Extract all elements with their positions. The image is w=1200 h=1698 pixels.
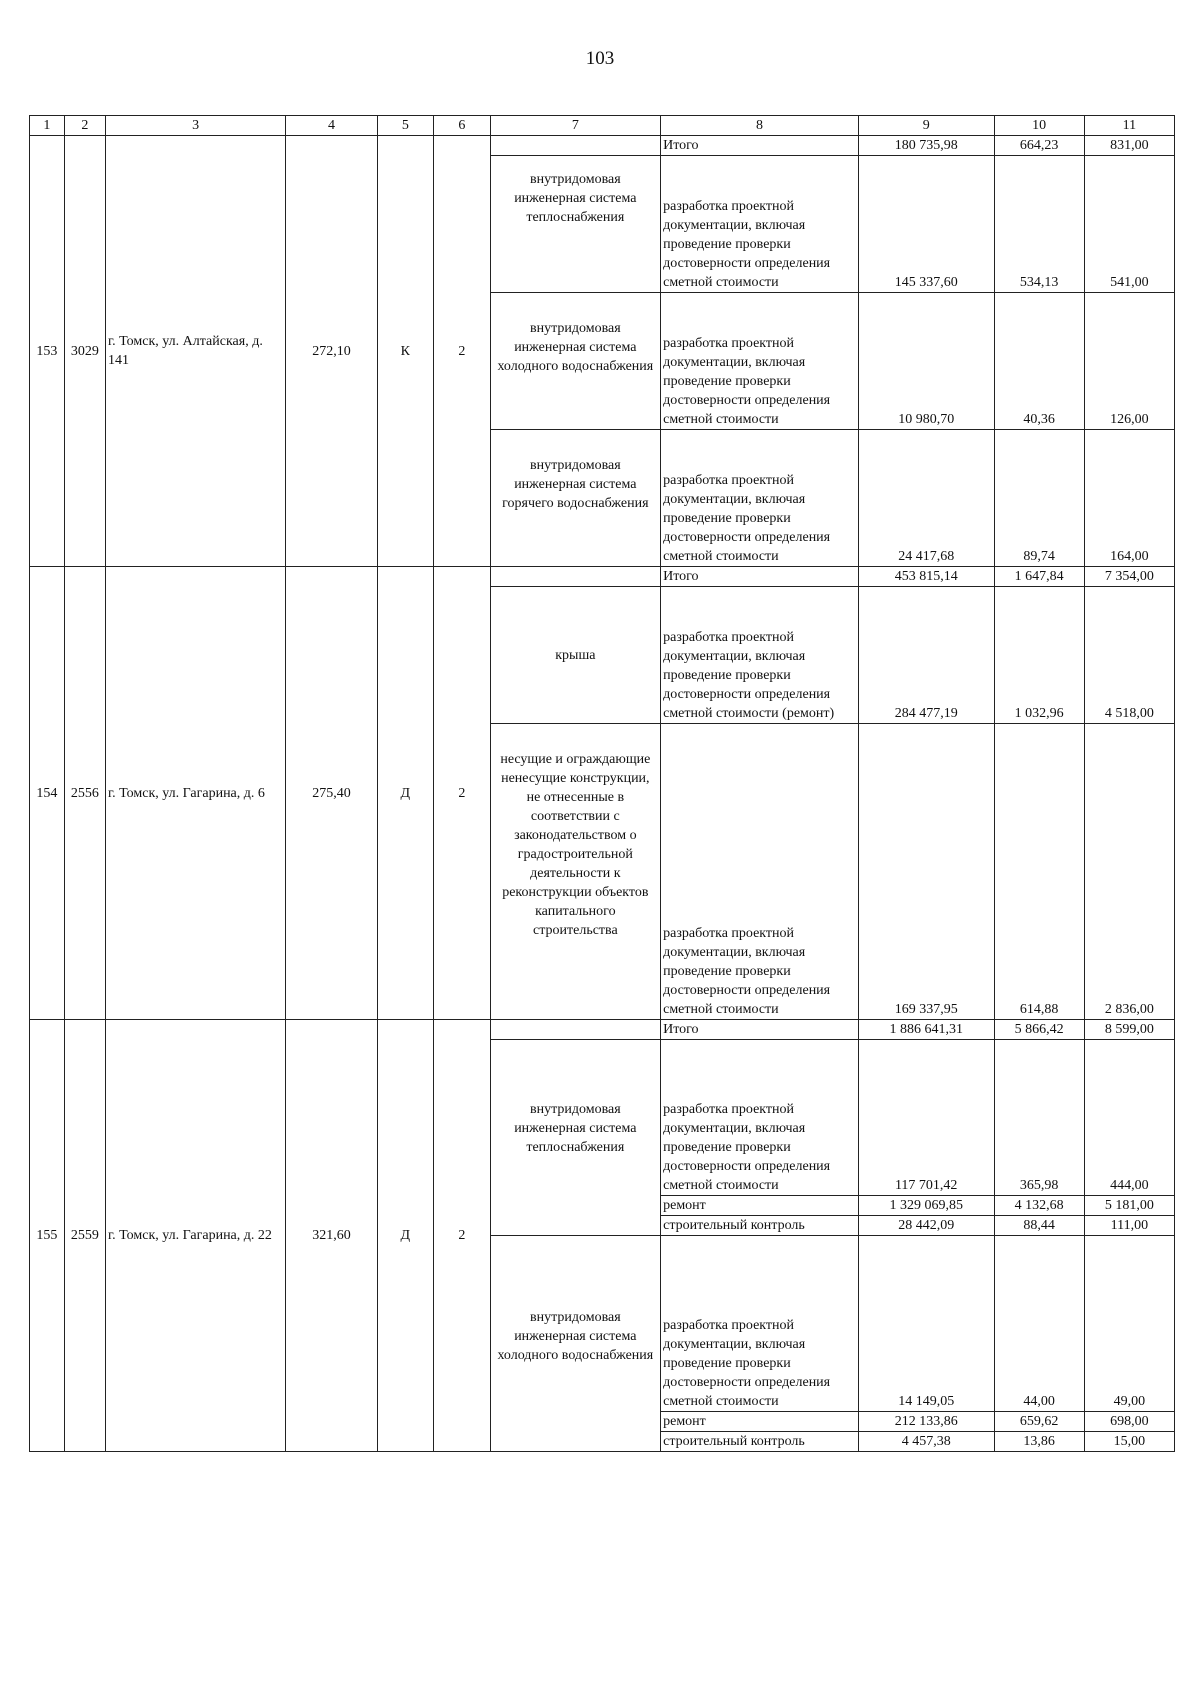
- work-limit: 5 181,00: [1084, 1196, 1174, 1216]
- total-limit: 8 599,00: [1084, 1020, 1174, 1040]
- total-cost: 180 735,98: [858, 136, 994, 156]
- work-type: разработка проектной документации, включая проведение проверки достоверности определения сметной стоимости: [661, 1236, 859, 1412]
- system-name: [490, 1020, 661, 1040]
- work-cost: 14 149,05: [858, 1236, 994, 1412]
- system-name: внутридомовая инженерная система холодного водоснабжения: [490, 1236, 661, 1452]
- work-cost: 117 701,42: [858, 1040, 994, 1196]
- work-type: ремонт: [661, 1412, 859, 1432]
- total-cost: 453 815,14: [858, 567, 994, 587]
- house-area: 275,40: [286, 567, 377, 1020]
- column-header: 3: [106, 116, 286, 136]
- work-cost-per-area: 534,13: [994, 156, 1084, 293]
- column-header: 9: [858, 116, 994, 136]
- house-area: 272,10: [286, 136, 377, 567]
- column-number-row: [30, 116, 1175, 136]
- system-name: внутридомовая инженерная система горячего водоснабжения: [490, 430, 661, 567]
- work-cost-per-area: 40,36: [994, 293, 1084, 430]
- total-cost: 1 886 641,31: [858, 1020, 994, 1040]
- work-limit: 164,00: [1084, 430, 1174, 567]
- house-category: К: [377, 136, 433, 567]
- house-floors: 2: [434, 1020, 490, 1452]
- work-limit: 541,00: [1084, 156, 1174, 293]
- house-floors: 2: [434, 136, 490, 567]
- work-type: разработка проектной документации, включая проведение проверки достоверности определения сметной стоимости: [661, 293, 859, 430]
- work-cost-per-area: 614,88: [994, 724, 1084, 1020]
- house-code: 2556: [64, 567, 105, 1020]
- total-label: Итого: [661, 1020, 859, 1040]
- work-type: разработка проектной документации, включая проведение проверки достоверности определения сметной стоимости: [661, 430, 859, 567]
- work-cost-per-area: 1 032,96: [994, 587, 1084, 724]
- row-number: 155: [30, 1020, 65, 1452]
- column-header: 11: [1084, 116, 1174, 136]
- column-header: 1: [30, 116, 65, 136]
- work-type: разработка проектной документации, включая проведение проверки достоверности определения сметной стоимости (ремонт): [661, 587, 859, 724]
- column-header: 6: [434, 116, 490, 136]
- column-header: 2: [64, 116, 105, 136]
- system-name: внутридомовая инженерная система теплоснабжения: [490, 1040, 661, 1236]
- house-address: г. Томск, ул. Гагарина, д. 6: [106, 567, 286, 1020]
- repair-register-table: [29, 115, 1175, 1452]
- column-header: 10: [994, 116, 1084, 136]
- house-total-row: [30, 567, 1175, 587]
- work-limit: 49,00: [1084, 1236, 1174, 1412]
- work-cost-per-area: 13,86: [994, 1432, 1084, 1452]
- house-total-row: [30, 136, 1175, 156]
- column-header: 4: [286, 116, 377, 136]
- work-cost: 10 980,70: [858, 293, 994, 430]
- row-number: 154: [30, 567, 65, 1020]
- column-header: 7: [490, 116, 661, 136]
- work-cost: 212 133,86: [858, 1412, 994, 1432]
- total-label: Итого: [661, 136, 859, 156]
- work-cost-per-area: 44,00: [994, 1236, 1084, 1412]
- work-limit: 15,00: [1084, 1432, 1174, 1452]
- work-limit: 2 836,00: [1084, 724, 1174, 1020]
- house-code: 2559: [64, 1020, 105, 1452]
- system-name: внутридомовая инженерная система теплоснабжения: [490, 156, 661, 293]
- work-cost-per-area: 88,44: [994, 1216, 1084, 1236]
- work-cost-per-area: 89,74: [994, 430, 1084, 567]
- work-cost: 24 417,68: [858, 430, 994, 567]
- work-type: разработка проектной документации, включая проведение проверки достоверности определения сметной стоимости: [661, 1040, 859, 1196]
- house-code: 3029: [64, 136, 105, 567]
- system-name: несущие и ограждающие ненесущие конструкции, не отнесенные в соответствии с законодательством о градостроительной деятельности к реконструкции объектов капитального строительства: [490, 724, 661, 1020]
- work-cost: 28 442,09: [858, 1216, 994, 1236]
- work-type: строительный контроль: [661, 1432, 859, 1452]
- house-total-row: [30, 1020, 1175, 1040]
- work-type: строительный контроль: [661, 1216, 859, 1236]
- column-header: 5: [377, 116, 433, 136]
- work-type: разработка проектной документации, включая проведение проверки достоверности определения сметной стоимости: [661, 156, 859, 293]
- house-category: Д: [377, 567, 433, 1020]
- total-cost-per-area: 1 647,84: [994, 567, 1084, 587]
- work-cost: 145 337,60: [858, 156, 994, 293]
- column-header: 8: [661, 116, 859, 136]
- work-limit: 111,00: [1084, 1216, 1174, 1236]
- work-cost: 169 337,95: [858, 724, 994, 1020]
- row-number: 153: [30, 136, 65, 567]
- total-limit: 831,00: [1084, 136, 1174, 156]
- house-address: г. Томск, ул. Гагарина, д. 22: [106, 1020, 286, 1452]
- system-name: [490, 567, 661, 587]
- work-type: разработка проектной документации, включая проведение проверки достоверности определения сметной стоимости: [661, 724, 859, 1020]
- total-limit: 7 354,00: [1084, 567, 1174, 587]
- house-address: г. Томск, ул. Алтайская, д. 141: [106, 136, 286, 567]
- total-cost-per-area: 5 866,42: [994, 1020, 1084, 1040]
- work-cost-per-area: 365,98: [994, 1040, 1084, 1196]
- work-limit: 444,00: [1084, 1040, 1174, 1196]
- system-name: внутридомовая инженерная система холодного водоснабжения: [490, 293, 661, 430]
- work-cost-per-area: 659,62: [994, 1412, 1084, 1432]
- work-cost: 1 329 069,85: [858, 1196, 994, 1216]
- work-limit: 126,00: [1084, 293, 1174, 430]
- page-number: 103: [585, 48, 615, 69]
- work-type: ремонт: [661, 1196, 859, 1216]
- total-label: Итого: [661, 567, 859, 587]
- house-area: 321,60: [286, 1020, 377, 1452]
- house-category: Д: [377, 1020, 433, 1452]
- work-cost-per-area: 4 132,68: [994, 1196, 1084, 1216]
- house-floors: 2: [434, 567, 490, 1020]
- work-limit: 698,00: [1084, 1412, 1174, 1432]
- work-cost: 284 477,19: [858, 587, 994, 724]
- work-cost: 4 457,38: [858, 1432, 994, 1452]
- total-cost-per-area: 664,23: [994, 136, 1084, 156]
- system-name: [490, 136, 661, 156]
- work-limit: 4 518,00: [1084, 587, 1174, 724]
- system-name: крыша: [490, 587, 661, 724]
